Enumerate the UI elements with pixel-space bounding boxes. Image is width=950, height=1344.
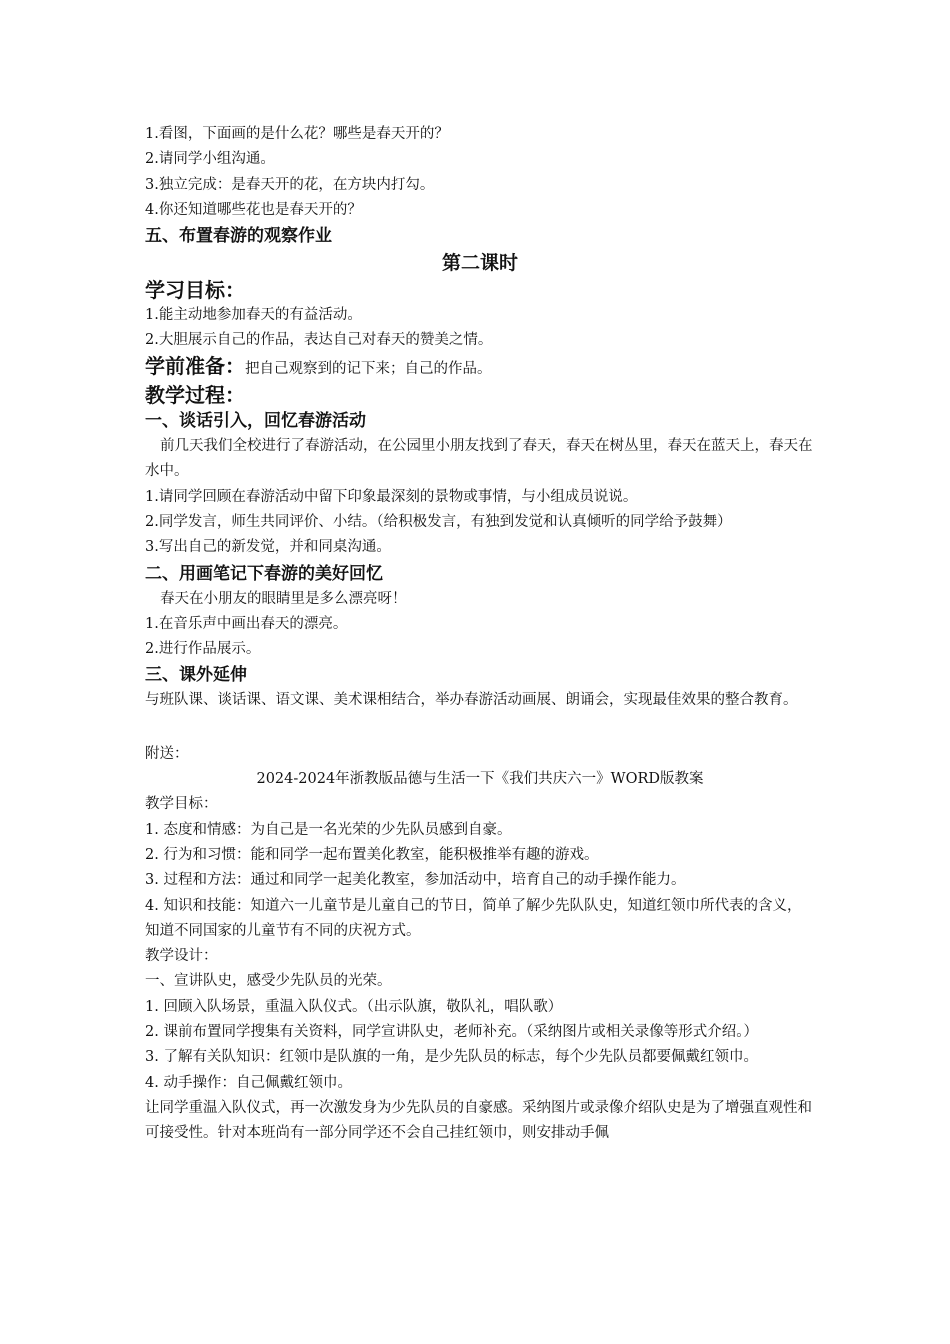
list-item: 1. 回顾入队场景，重温入队仪式。（出示队旗，敬队礼，唱队歌） bbox=[145, 998, 563, 1015]
process-heading: 教学过程： bbox=[145, 383, 245, 408]
list-item: 3.独立完成：是春天开的花，在方块内打勾。 bbox=[145, 176, 435, 193]
appendix-label: 附送： bbox=[145, 745, 189, 762]
list-item: 4. 知识和技能：知道六一儿童节是儿童自己的节日，简单了解少先队队史，知道红领巾所代表的含义，知道不同国家的儿童节有不同的庆祝方式。 bbox=[145, 897, 802, 939]
spacer bbox=[145, 714, 815, 742]
list-item: 2.进行作品展示。 bbox=[145, 641, 261, 658]
design-heading: 一、宣讲队史，感受少先队员的光荣。 bbox=[145, 973, 392, 990]
design-label: 教学设计： bbox=[145, 948, 218, 965]
prep-label: 学前准备： bbox=[145, 353, 245, 378]
paragraph: 春天在小朋友的眼睛里是多么漂亮呀！ bbox=[160, 590, 407, 607]
goals-label: 教学目标： bbox=[145, 796, 218, 813]
section-heading: 五、布置春游的观察作业 bbox=[145, 226, 332, 247]
list-item: 4. 动手操作：自己佩戴红领巾。 bbox=[145, 1074, 352, 1091]
section-heading: 二、用画笔记下春游的美好回忆 bbox=[145, 563, 383, 584]
section-heading: 一、谈话引入，回忆春游活动 bbox=[145, 411, 366, 432]
list-item: 3. 了解有关队知识：红领巾是队旗的一角，是少先队员的标志，每个少先队员都要佩戴红领巾。 bbox=[145, 1049, 758, 1066]
list-item: 1.请同学回顾在春游活动中留下印象最深刻的景物或事情，与小组成员说说。 bbox=[145, 488, 638, 505]
goals-heading: 学习目标： bbox=[145, 278, 245, 303]
list-item: 1.能主动地参加春天的有益活动。 bbox=[145, 307, 362, 324]
list-item: 4.你还知道哪些花也是春天开的？ bbox=[145, 201, 362, 218]
list-item: 2. 行为和习惯：能和同学一起布置美化教室，能积极推举有趣的游戏。 bbox=[145, 846, 599, 863]
document-page bbox=[145, 122, 815, 1147]
section-heading: 三、课外延伸 bbox=[145, 665, 247, 686]
list-item: 3.写出自己的新发觉，并和同桌沟通。 bbox=[145, 539, 391, 556]
lesson-title: 第二课时 bbox=[441, 252, 518, 275]
list-item: 1. 态度和情感：为自己是一名光荣的少先队员感到自豪。 bbox=[145, 821, 512, 838]
list-item: 2.请同学小组沟通。 bbox=[145, 151, 275, 168]
list-item: 1.看图，下面画的是什么花？哪些是春天开的？ bbox=[145, 126, 449, 142]
list-item: 2. 课前布置同学搜集有关资料，同学宣讲队史，老师补充。（采纳图片或相关录像等形式介绍。） bbox=[145, 1024, 758, 1041]
list-item: 1.在音乐声中画出春天的漂亮。 bbox=[145, 615, 348, 632]
list-item: 3. 过程和方法：通过和同学一起美化教室，参加活动中，培育自己的动手操作能力。 bbox=[145, 872, 686, 889]
paragraph: 前几天我们全校进行了春游活动，在公园里小朋友找到了春天，春天在树丛里，春天在蓝天上，春天在水中。 bbox=[145, 438, 813, 480]
appendix-title: 2024-2024年浙教版品德与生活一下《我们共庆六一》WORD版教案 bbox=[256, 771, 704, 788]
list-item: 2.同学发言，师生共同评价、小结。（给积极发言，有独到发觉和认真倾听的同学给予鼓舞） bbox=[145, 513, 732, 530]
prep-text: 把自己观察到的记下来；自己的作品。 bbox=[245, 360, 492, 377]
paragraph: 与班队课、谈话课、语文课、美术课相结合，举办春游活动画展、朗诵会，实现最佳效果的整合教育。 bbox=[145, 692, 798, 709]
prep-line bbox=[145, 354, 815, 382]
paragraph: 让同学重温入队仪式，再一次激发身为少先队员的自豪感。采纳图片或录像介绍队史是为了增强直观性和可接受性。针对本班尚有一部分同学还不会自己挂红领巾，则安排动手佩 bbox=[145, 1099, 812, 1142]
list-item: 2.大胆展示自己的作品，表达自己对春天的赞美之情。 bbox=[145, 332, 493, 349]
